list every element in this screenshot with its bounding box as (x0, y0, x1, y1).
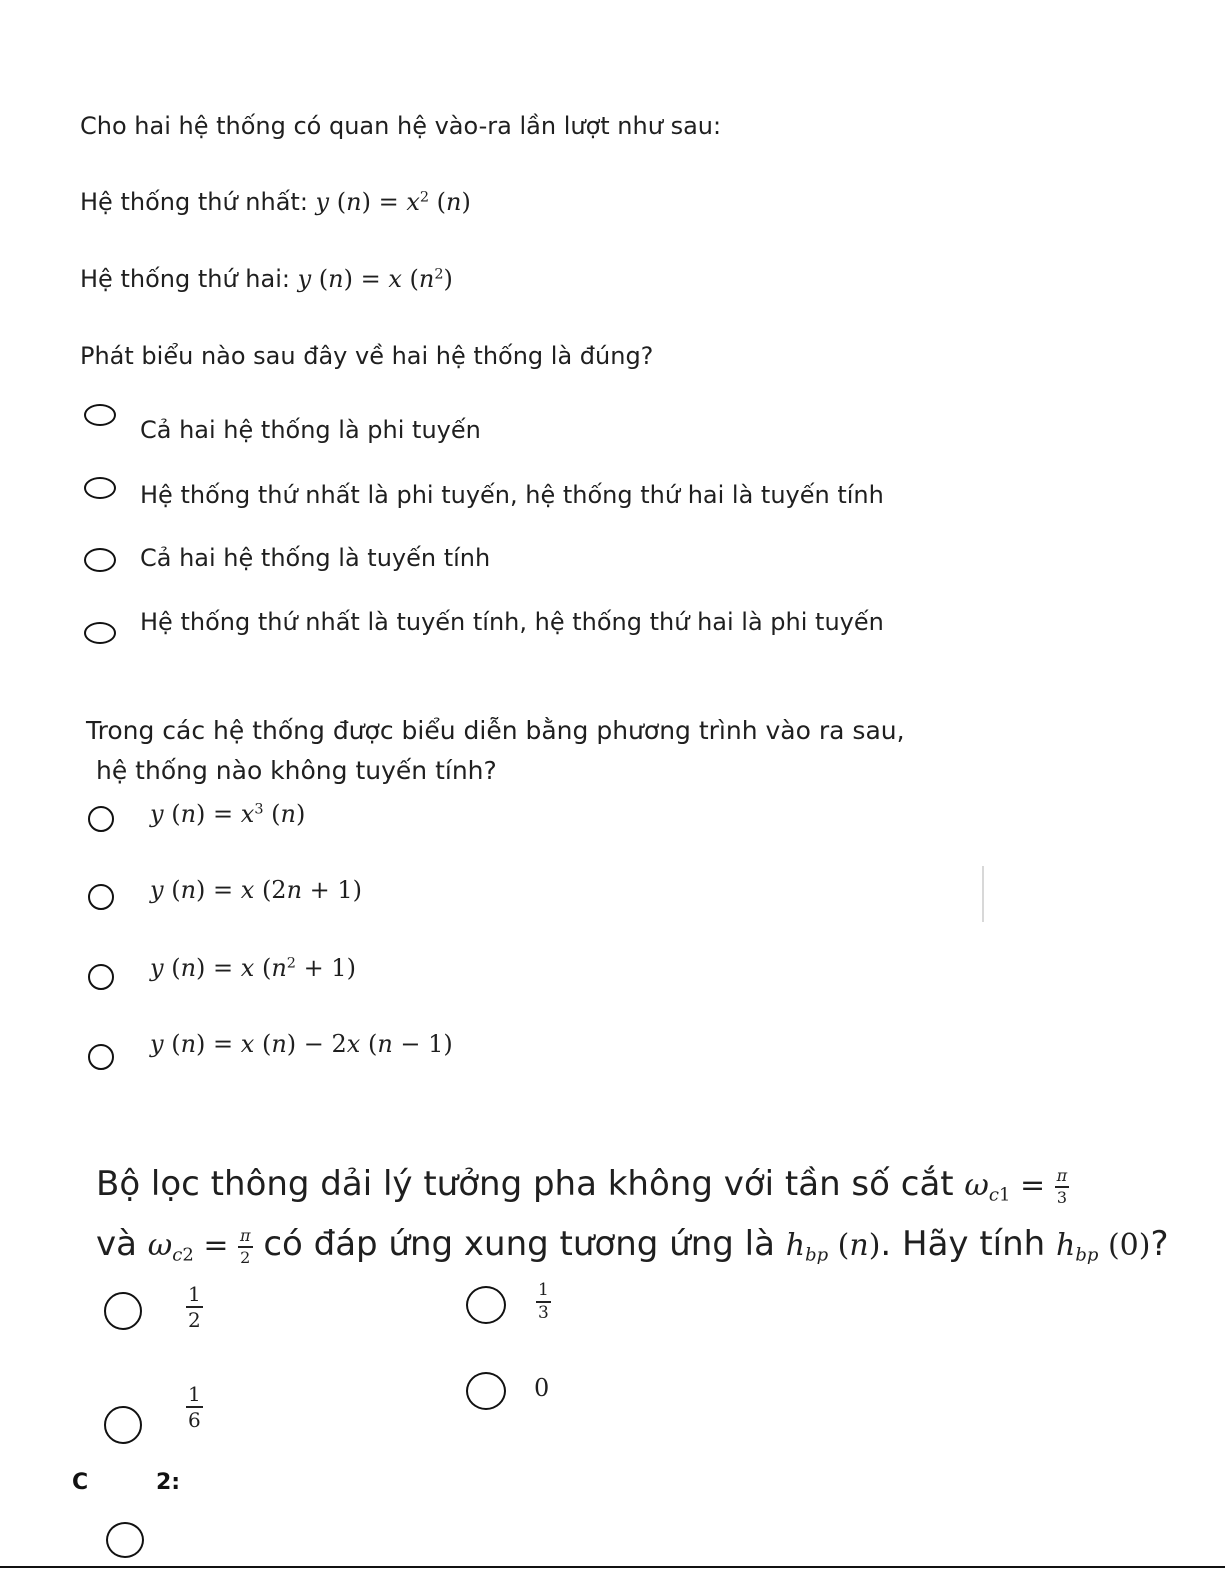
q3-option-4-value: 0 (534, 1374, 550, 1402)
page-bottom-rule (0, 1566, 1225, 1568)
q2-option-2-equation: y (n) = x (2n + 1) (150, 876, 363, 904)
q1-option-1-label: Cả hai hệ thống là phi tuyến (140, 416, 481, 444)
q3-omega-c2: $\omega_{c2}$ = $\frac{\pi}{2}$ (147, 1226, 251, 1267)
q1-system2 (80, 265, 453, 293)
q1-option-1-radio[interactable] (84, 404, 116, 426)
q3-option-2-value: $\frac{1}{3}$ (538, 1280, 549, 1323)
extra-option-radio[interactable] (106, 1522, 144, 1558)
q3-option-4-radio[interactable] (466, 1372, 506, 1410)
q3-option-1-radio[interactable] (104, 1292, 142, 1330)
q2-option-4-equation: y (n) = x (n) − 2x (n − 1) (150, 1030, 453, 1058)
q3-question-line1 (96, 1164, 1069, 1206)
q1-system1 (80, 188, 471, 216)
q1-question: Phát biểu nào sau đây về hai hệ thống là đúng? (80, 342, 654, 370)
q3-line2-suffix: . Hãy tính (880, 1224, 1057, 1264)
q1-option-3-radio[interactable] (84, 548, 116, 572)
q1-option-2-radio[interactable] (84, 477, 116, 499)
caption-fragment-left: C (72, 1470, 89, 1495)
q1-system1-label: Hệ thống thứ nhất: (80, 188, 316, 216)
q3-option-1-value: $\frac{1}{2}$ (188, 1282, 201, 1332)
q1-intro: Cho hai hệ thống có quan hệ vào-ra lần lượt như sau: (80, 112, 722, 140)
q3-option-2-radio[interactable] (466, 1286, 506, 1324)
q3-omega-c1: $\omega_{c1}$ = $\frac{\pi}{3}$ (964, 1166, 1068, 1207)
q1-system1-equation: y $(n) = x^2$ (n) (315, 188, 471, 216)
q1-system2-label: Hệ thống thứ hai: (80, 265, 298, 293)
q2-option-2-radio[interactable] (88, 884, 114, 910)
q2-question-line1: Trong các hệ thống được biểu diễn bằng phương trình vào ra sau, (86, 716, 905, 745)
divider-line (982, 866, 984, 922)
q3-line1-text: Bộ lọc thông dải lý tưởng pha không với tần số cắt (96, 1164, 965, 1204)
q1-option-2-label: Hệ thống thứ nhất là phi tuyến, hệ thống thứ hai là tuyến tính (140, 481, 884, 509)
q1-system2-equation: y (n) = x $(n^2)$ (297, 265, 453, 293)
q3-hbp-0: $h_{bp}$ (0) (1056, 1228, 1151, 1266)
q2-option-1-equation: y $(n) = x^3$ (n) (150, 800, 306, 828)
q1-option-4-label: Hệ thống thứ nhất là tuyến tính, hệ thống thứ hai là phi tuyến (140, 608, 884, 636)
q3-hbp-n: $h_{bp}$ (n) (785, 1228, 881, 1266)
q3-option-3-value: $\frac{1}{6}$ (188, 1382, 201, 1432)
q3-option-3-radio[interactable] (104, 1406, 142, 1444)
q3-line2-prefix: và (96, 1224, 148, 1264)
q2-option-4-radio[interactable] (88, 1044, 114, 1070)
q2-option-3-equation: y (n) = x $(n^2 + 1)$ (150, 954, 356, 982)
q3-question-line2: và $\omega_{c2}$ = $\frac{\pi}{2}$ có đáp ứng xung tương ứng là $h_{bp}$ (n). Hãy tính $h_{bp}$ (0)? (96, 1224, 1169, 1267)
q2-option-1-radio[interactable] (88, 806, 114, 832)
q1-option-4-radio[interactable] (84, 622, 116, 644)
q2-question-line2: hệ thống nào không tuyến tính? (96, 756, 497, 785)
caption-fragment-right: 2: (156, 1470, 181, 1495)
q2-option-3-radio[interactable] (88, 964, 114, 990)
q3-line2-mid: có đáp ứng xung tương ứng là (252, 1224, 786, 1264)
q1-option-3-label: Cả hai hệ thống là tuyến tính (140, 544, 491, 572)
